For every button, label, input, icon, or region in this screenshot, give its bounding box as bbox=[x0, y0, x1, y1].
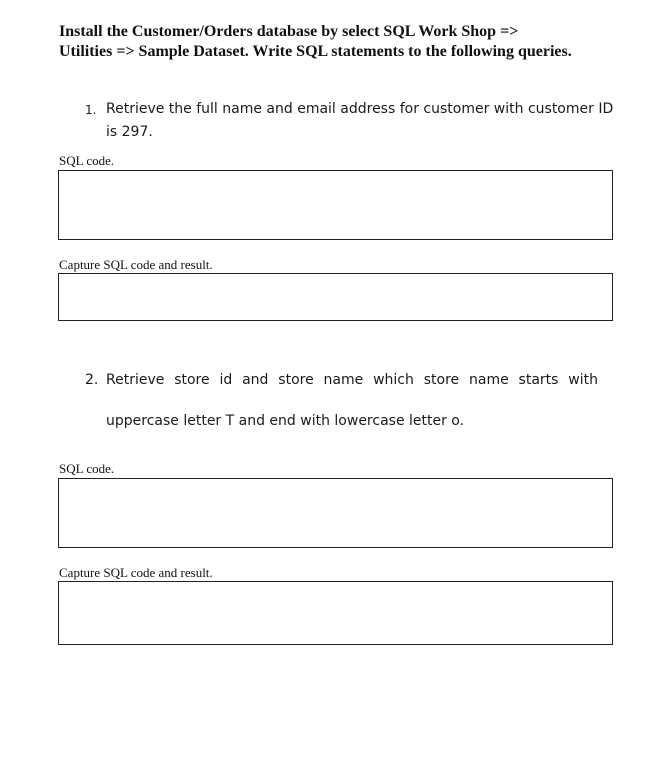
question-1-sql-answer-box[interactable] bbox=[58, 170, 613, 240]
question-1-capture-label: Capture SQL code and result. bbox=[59, 257, 213, 272]
question-2-text-line-2: uppercase letter T and end with lowercase letter o. bbox=[106, 413, 465, 429]
question-2-capture-label: Capture SQL code and result. bbox=[59, 565, 213, 580]
question-2-capture-answer-box[interactable] bbox=[58, 581, 613, 645]
question-2-sql-label: SQL code. bbox=[59, 461, 115, 476]
question-1-number: 1. bbox=[85, 103, 97, 117]
question-2-number: 2. bbox=[85, 372, 99, 388]
question-2-text-line-1: Retrieve store id and store name which store name starts with bbox=[106, 372, 598, 388]
instructions-line-2: Utilities => Sample Dataset. Write SQL statements to the following queries. bbox=[59, 43, 572, 60]
question-1-text-line-2: is 297. bbox=[106, 124, 153, 140]
question-1-capture-answer-box[interactable] bbox=[58, 273, 613, 321]
question-1-sql-label: SQL code. bbox=[59, 153, 115, 168]
instructions-line-1: Install the Customer/Orders database by select SQL Work Shop => bbox=[59, 23, 519, 40]
question-2-sql-answer-box[interactable] bbox=[58, 478, 613, 548]
instructions bbox=[59, 22, 639, 62]
question-1-text-line-1: Retrieve the full name and email address for customer with customer ID bbox=[106, 101, 614, 117]
